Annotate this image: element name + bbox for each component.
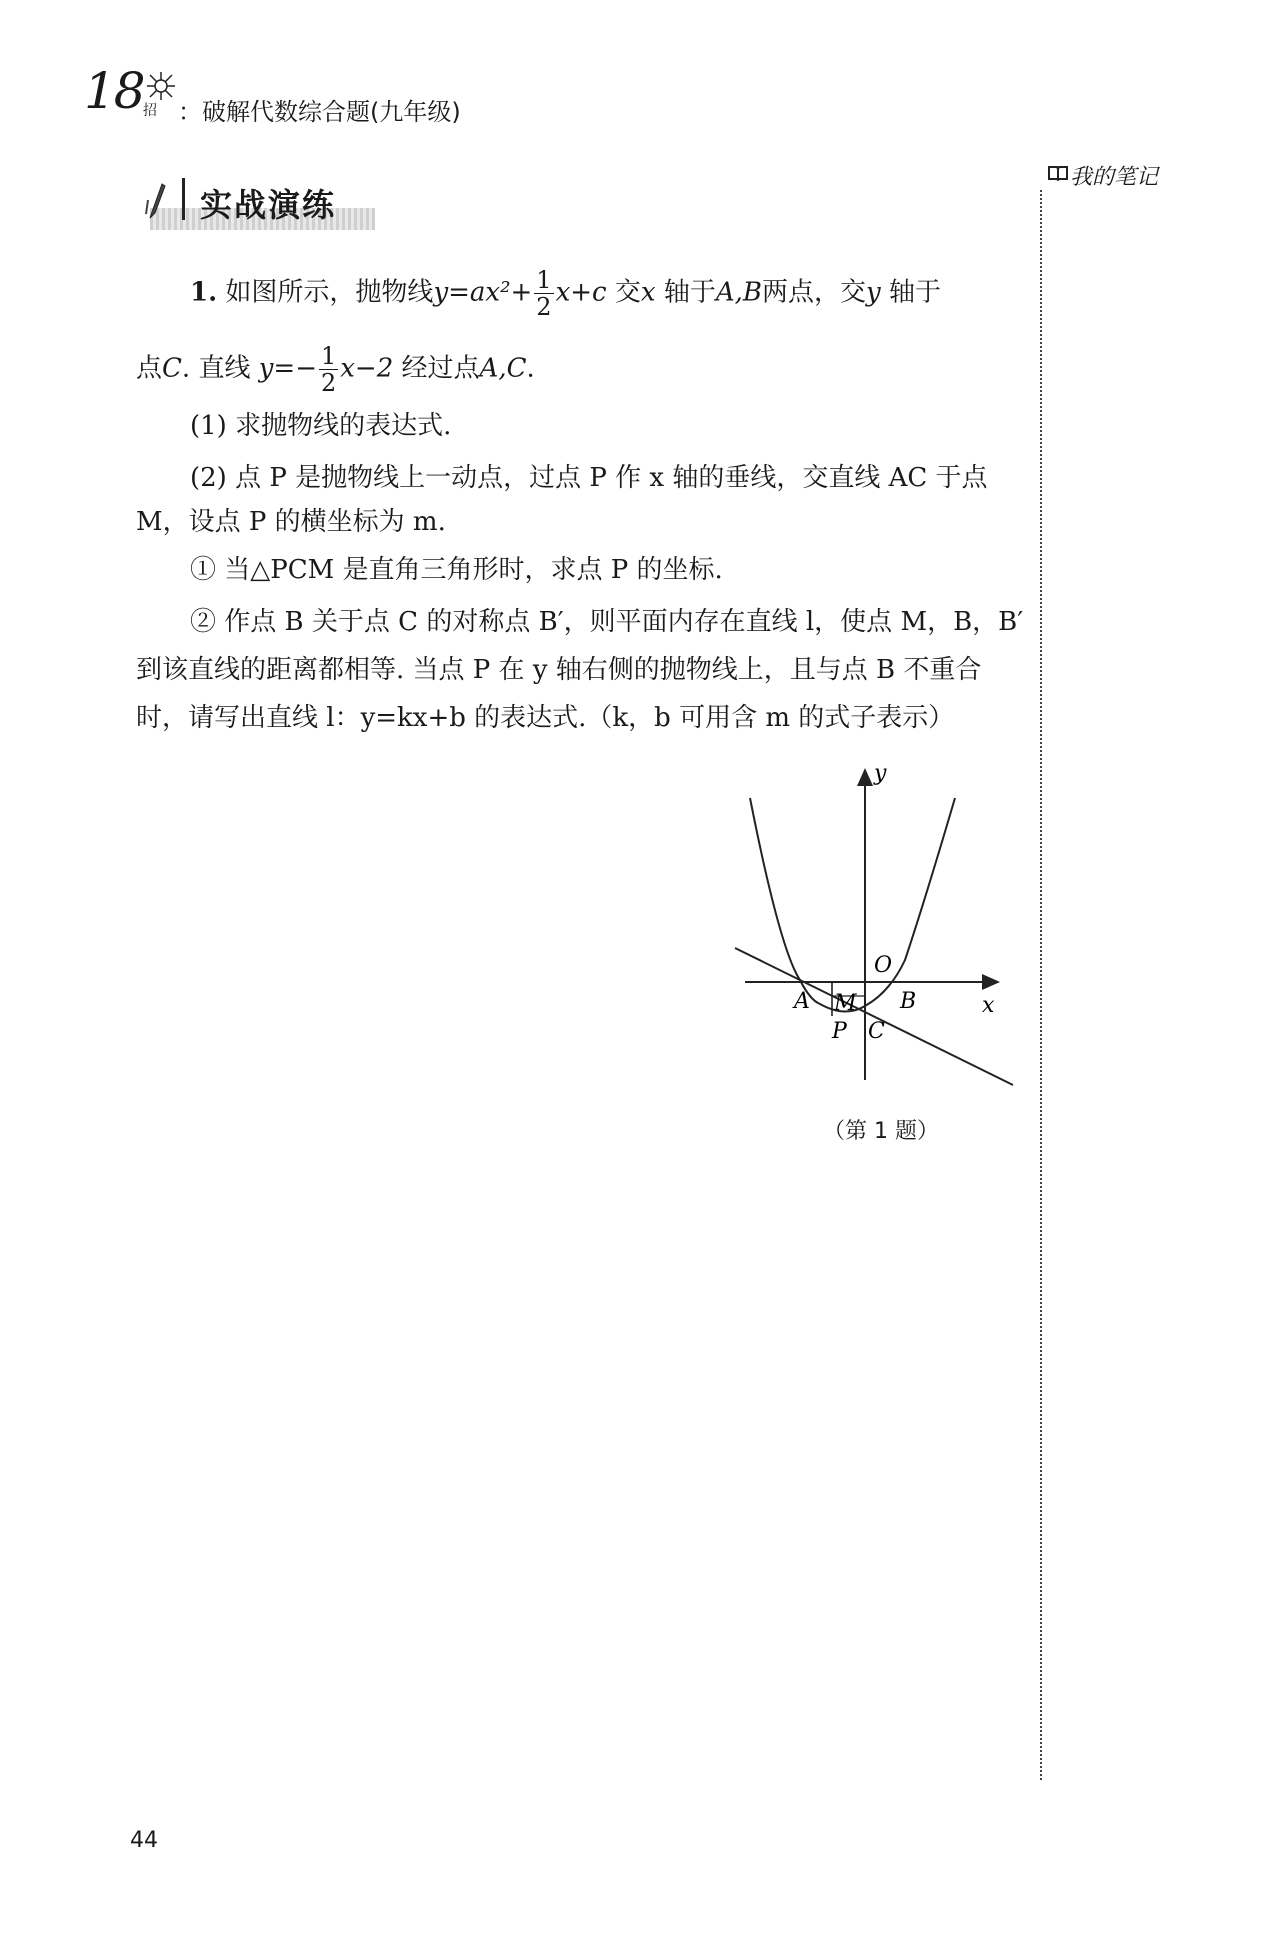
fraction-half-2: $\frac{1}{2}$ [320,342,337,397]
label-x: x [982,993,995,1018]
fraction-half: $\frac{1}{2}$ [536,266,552,321]
problem-line-1: 1. 如图所示，抛物线y=ax²+ $\frac{1}{2}$ x+c 交x 轴于A,B两点，交y 轴于 [190,266,941,321]
label-B: B [900,989,917,1014]
chapter-number: 18 [84,62,144,120]
question-2-line-2: M，设点 P 的横坐标为 m. [136,507,446,537]
notes-label: 我的笔记 [1070,165,1159,190]
figure-caption: （第 1 题） [823,1119,939,1144]
parabola-figure [730,760,1020,1090]
problem-number: 1. [190,277,218,308]
question-1: (1) 求抛物线的表达式. [190,411,452,441]
section-title: 实战演练 [200,186,337,224]
question-2-line-1: (2) 点 P 是抛物线上一动点，过点 P 作 x 轴的垂线，交直线 AC 于点 [190,463,988,493]
chapter-zhao-char: 招 [143,103,157,119]
page-number: 44 [130,1828,158,1853]
question-2-sub-1: ① 当△PCM 是直角三角形时，求点 P 的坐标. [190,555,723,585]
question-2-sub-2-line-2: 到该直线的距离都相等. 当点 P 在 y 轴右侧的抛物线上，且与点 B 不重合 [136,655,982,685]
section-bar [182,178,185,220]
question-2-sub-2-line-3: 时，请写出直线 l：y=kx+b 的表达式.（k，b 可用含 m 的式子表示） [136,703,955,733]
open-book-icon [1048,165,1068,181]
label-O: O [874,953,893,978]
notes-divider [1040,190,1042,1780]
label-P: P [832,1019,847,1044]
problem-line-2: 点C. 直线 y=− $\frac{1}{2}$ x−2 经过点A,C. [136,342,535,397]
pen-icon [142,180,172,220]
label-A: A [794,989,810,1014]
star-burst-icon [144,70,178,102]
question-2-sub-2-line-1: ② 作点 B 关于点 C 的对称点 B′，则平面内存在直线 l，使点 M，B，B′ [190,607,1024,637]
label-C: C [868,1019,885,1044]
book-title: ：破解代数综合题(九年级) [178,98,461,126]
label-y: y [874,761,887,786]
parabola-curve [750,798,955,1012]
label-M: M [834,991,857,1016]
